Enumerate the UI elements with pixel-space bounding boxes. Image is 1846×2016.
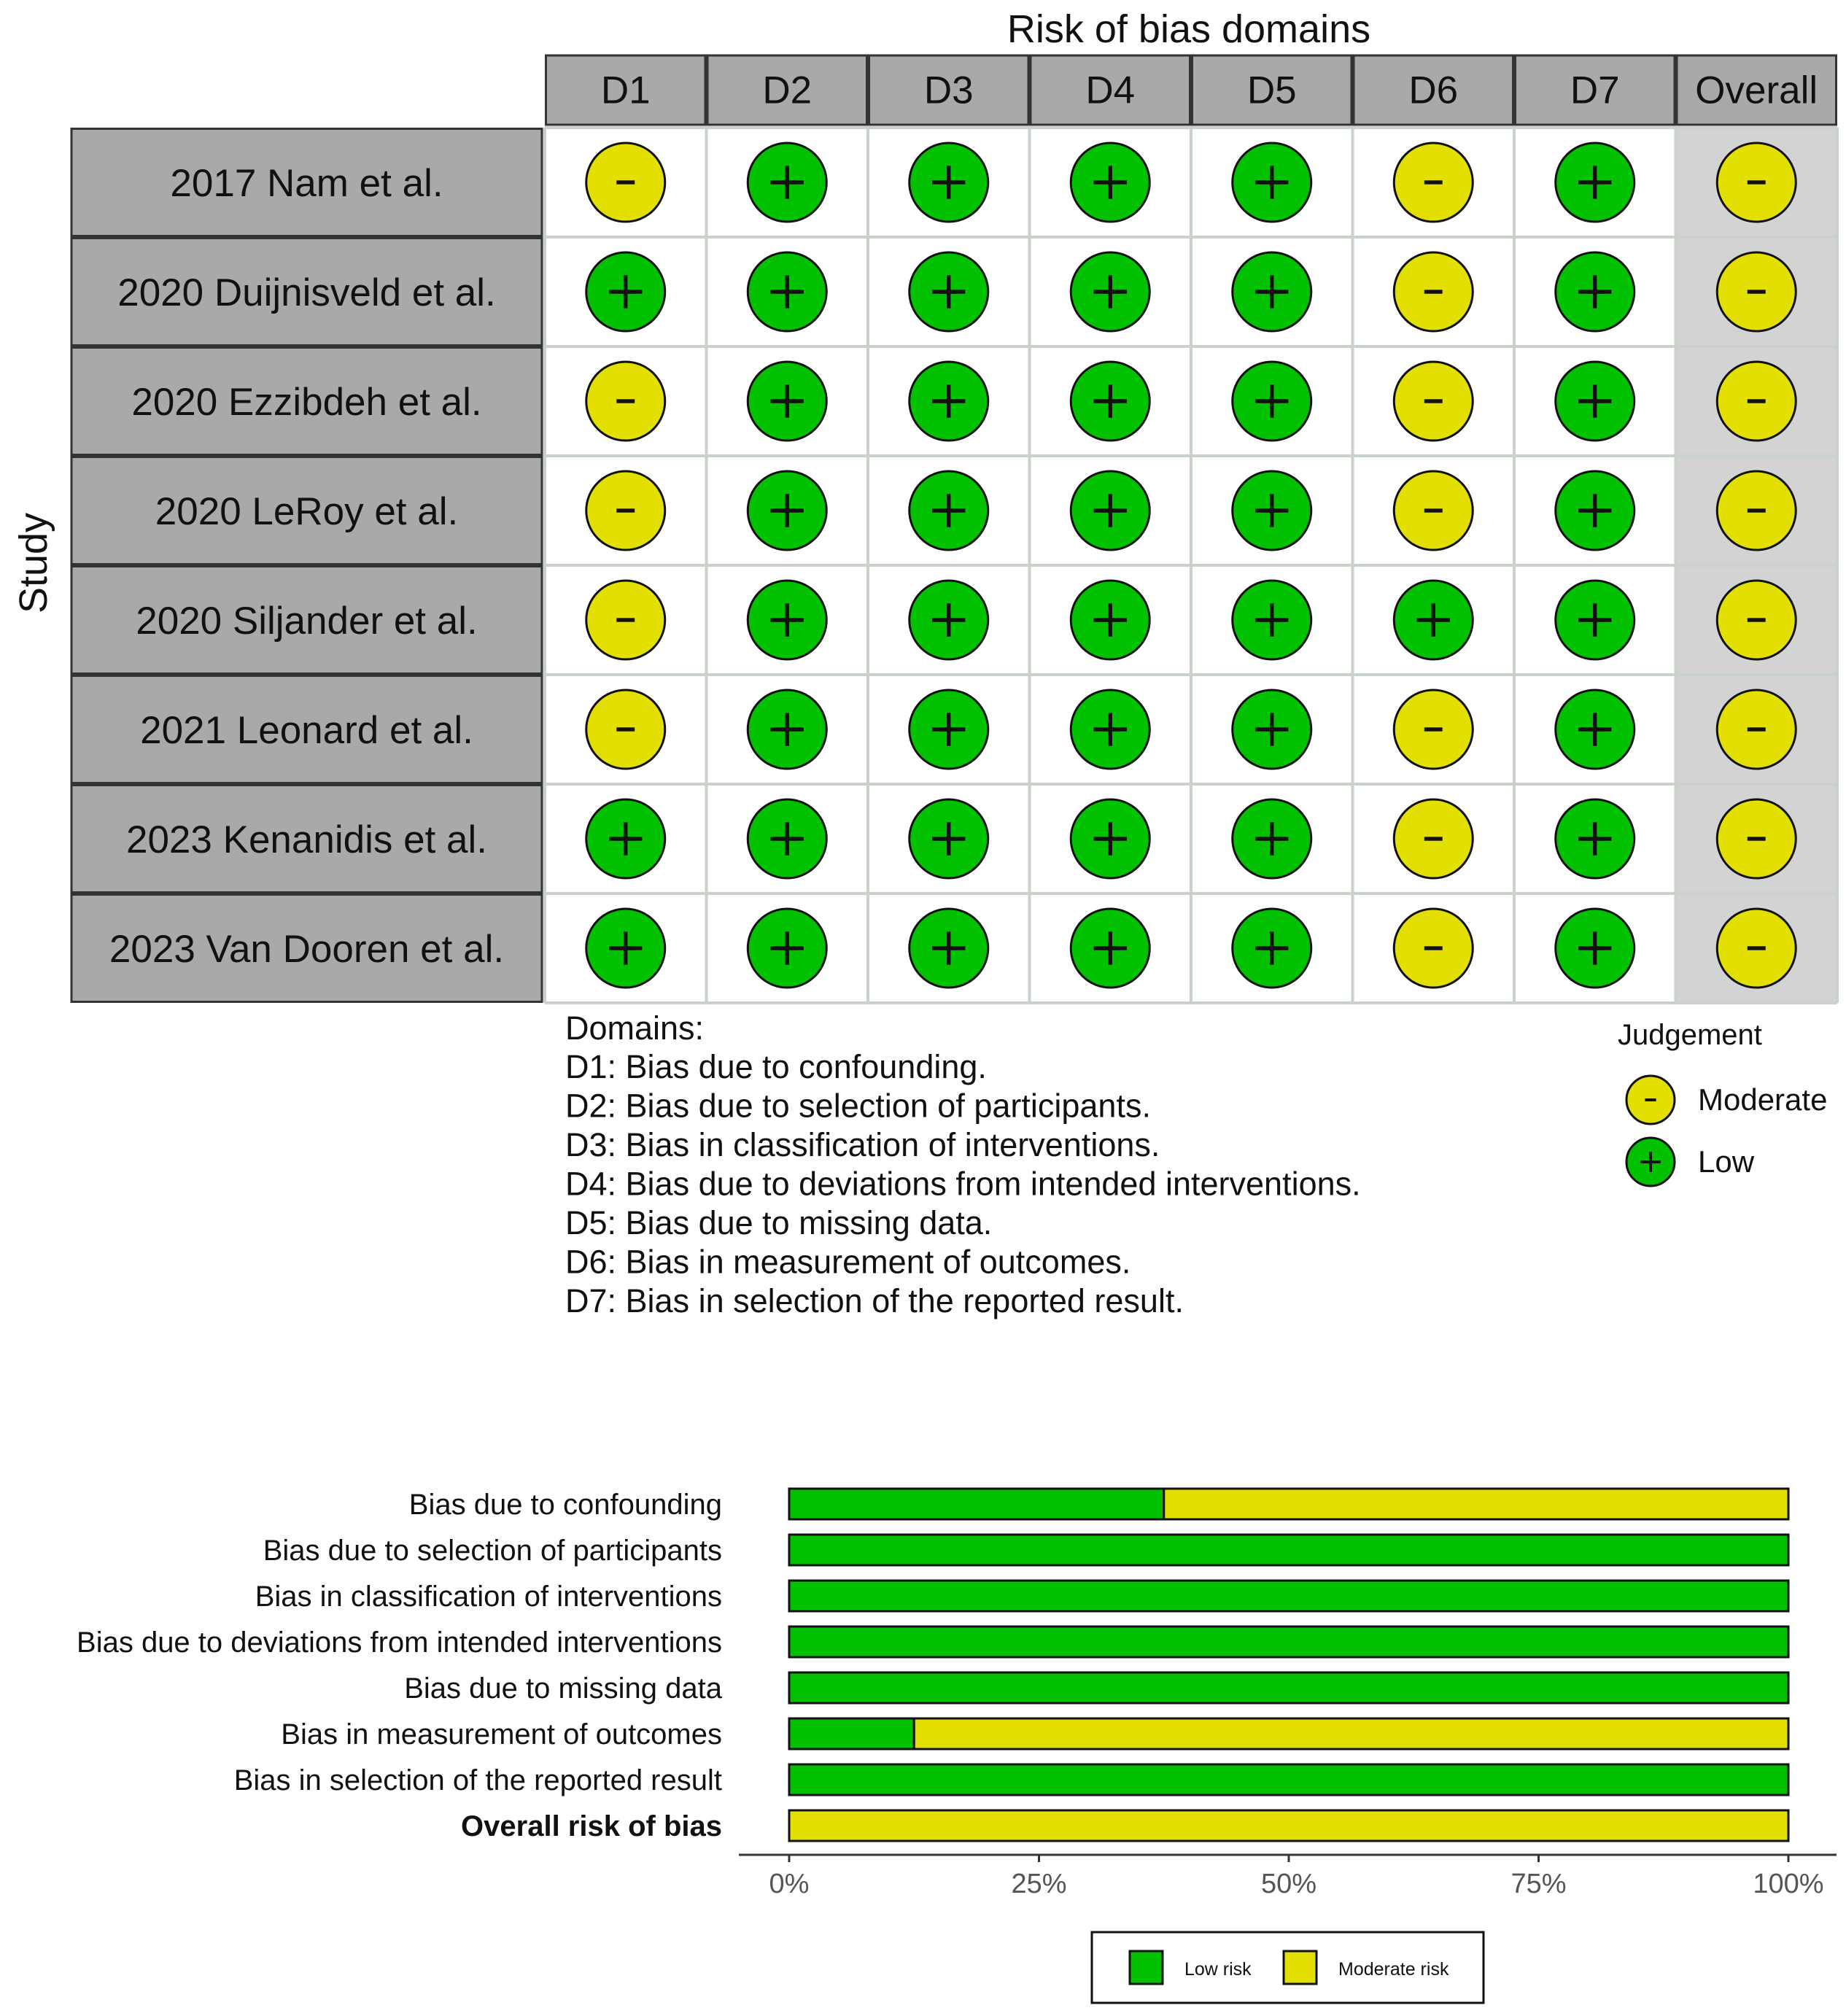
judgement-cell-d5: [1233, 690, 1311, 769]
judgement-plus-vertical: [624, 822, 627, 855]
judgement-plus-vertical: [786, 931, 789, 964]
judgement-plus-vertical: [1109, 713, 1112, 745]
study-label: 2023 Kenanidis et al.: [125, 818, 488, 861]
bar-category-label: Overall risk of bias: [461, 1810, 722, 1842]
judgement-symbol-bar: [616, 399, 635, 403]
bar-category-label: Bias in selection of the reported result: [233, 1764, 722, 1796]
domain-header-row: [546, 55, 1837, 125]
judgement-cell-d7: [1556, 581, 1634, 659]
judgement-plus-vertical: [947, 494, 950, 527]
judgement-plus-vertical: [1593, 713, 1597, 745]
judgement-cell-d4: [1071, 362, 1149, 441]
judgement-cell-d6: [1394, 252, 1473, 331]
judgement-plus-vertical: [947, 931, 950, 964]
judgement-cell-d3: [910, 690, 988, 769]
study-label: 2020 Duijnisveld et al.: [117, 271, 496, 314]
judgement-plus-vertical: [1593, 275, 1597, 308]
study-label: 2023 Van Dooren et al.: [109, 928, 505, 971]
bar-category-label: Bias due to missing data: [404, 1672, 722, 1705]
judgement-cell-d2: [748, 143, 826, 222]
bar-category-label: Bias due to selection of participants: [263, 1535, 722, 1567]
x-tick-label: 100%: [1753, 1869, 1824, 1899]
judgement-cell-d1: [586, 143, 665, 222]
judgement-cell-d4: [1071, 252, 1149, 331]
summary-bar-chart: [77, 1489, 1837, 2003]
domain-description: D3: Bias in classification of interventions.: [565, 1126, 1160, 1163]
judgement-plus-vertical: [947, 275, 950, 308]
bar-overall-risk-of-bias: [789, 1810, 1788, 1841]
judgement-cell-d5: [1233, 799, 1311, 878]
judgement-cell-d2: [748, 362, 826, 441]
judgement-cell-d7: [1556, 799, 1634, 878]
judgement-cell-d2: [748, 909, 826, 988]
bar-segment-low-risk: [789, 1627, 1788, 1657]
study-label: 2021 Leonard et al.: [140, 709, 473, 752]
judgement-cell-d1: [586, 581, 665, 659]
judgement-symbol-bar: [1424, 837, 1443, 840]
judgement-plus-vertical: [1593, 384, 1597, 417]
domain-description: D5: Bias due to missing data.: [565, 1204, 993, 1241]
judgement-plus-vertical: [786, 166, 789, 198]
bar-segment-low-risk: [789, 1581, 1788, 1611]
header-label-d7: D7: [1570, 69, 1620, 112]
bar-segment-moderate-risk: [1164, 1489, 1788, 1519]
domain-description: D2: Bias due to selection of participants.: [565, 1087, 1151, 1125]
judgement-cell-d4: [1071, 690, 1149, 769]
judgement-cell-d7: [1556, 690, 1634, 769]
header-label-overall: Overall: [1695, 69, 1818, 112]
legend-label: Low: [1698, 1144, 1755, 1179]
judgement-plus-vertical: [1270, 384, 1273, 417]
bar-category-label: Bias due to confounding: [408, 1489, 722, 1521]
judgement-plus-vertical: [1109, 384, 1112, 417]
judgement-symbol-bar: [1748, 618, 1766, 621]
judgement-cell-d4: [1071, 143, 1149, 222]
judgement-plus-vertical: [947, 822, 950, 855]
traffic-light-plot: [12, 7, 1837, 1003]
domains-heading: Domains:: [565, 1009, 705, 1047]
judgement-cell-d7: [1556, 471, 1634, 550]
judgement-symbol-bar: [1748, 837, 1766, 840]
judgement-cell-overall: [1717, 471, 1796, 550]
x-tick-label: 75%: [1510, 1869, 1567, 1899]
judgement-cell-d6: [1394, 581, 1473, 659]
study-label: 2017 Nam et al.: [170, 162, 443, 205]
judgement-cell-d1: [586, 362, 665, 441]
judgement-cell-d4: [1071, 581, 1149, 659]
judgement-cell-d3: [910, 471, 988, 550]
judgement-cell-d5: [1233, 362, 1311, 441]
bar-legend-swatch: [1284, 1951, 1316, 1984]
judgement-cell-d7: [1556, 362, 1634, 441]
judgement-plus-vertical: [1593, 931, 1597, 964]
judgement-plus-vertical: [1270, 494, 1273, 527]
bar-segment-low-risk: [789, 1489, 1164, 1519]
bar-bias-due-to-deviations-from-intended-interventions: [789, 1627, 1788, 1657]
judgement-cell-d2: [748, 471, 826, 550]
judgement-cell-d3: [910, 909, 988, 988]
bar-legend-label: Moderate risk: [1338, 1959, 1449, 1980]
judgement-legend-title: Judgement: [1618, 1019, 1762, 1051]
judgement-cell-d3: [910, 799, 988, 878]
legend-item-low: [1626, 1138, 1755, 1186]
header-label-d3: D3: [923, 69, 974, 112]
judgement-symbol-bar: [1424, 180, 1443, 184]
judgement-cell-d2: [748, 690, 826, 769]
bar-bias-due-to-confounding: [789, 1489, 1788, 1519]
judgement-cell-d6: [1394, 799, 1473, 878]
judgement-cell-d7: [1556, 252, 1634, 331]
judgement-cell-overall: [1717, 581, 1796, 659]
judgement-plus-vertical: [1270, 822, 1273, 855]
bar-category-label: Bias in measurement of outcomes: [281, 1718, 722, 1751]
judgement-plus-vertical: [947, 384, 950, 417]
judgement-cell-d4: [1071, 799, 1149, 878]
legend-plus-vertical: [1649, 1152, 1652, 1172]
judgement-cell-d3: [910, 252, 988, 331]
bar-segment-low-risk: [789, 1672, 1788, 1703]
bar-legend-label: Low risk: [1184, 1959, 1252, 1980]
judgement-cell-d3: [910, 143, 988, 222]
bar-bias-in-classification-of-interventions: [789, 1581, 1788, 1611]
judgement-symbol-bar: [1748, 946, 1766, 950]
header-label-d4: D4: [1085, 69, 1136, 112]
judgement-symbol-bar: [1424, 508, 1443, 512]
judgement-cell-d5: [1233, 471, 1311, 550]
x-tick-label: 0%: [769, 1869, 810, 1899]
header-label-d2: D2: [762, 69, 813, 112]
judgement-symbol-bar: [616, 508, 635, 512]
header-label-d5: D5: [1246, 69, 1297, 112]
study-label-column: [71, 129, 542, 1002]
bar-series: [789, 1489, 1788, 1841]
x-tick-label: 50%: [1260, 1869, 1317, 1899]
judgement-plus-vertical: [1109, 822, 1112, 855]
x-tick-label: 25%: [1011, 1869, 1067, 1899]
judgement-cell-d5: [1233, 581, 1311, 659]
judgement-plus-vertical: [1593, 603, 1597, 636]
judgement-symbol-bar: [1748, 399, 1766, 403]
judgement-symbol-bar: [616, 618, 635, 621]
judgement-cell-d1: [586, 909, 665, 988]
judgement-cell-d1: [586, 471, 665, 550]
judgement-cell-d6: [1394, 471, 1473, 550]
judgement-plus-vertical: [786, 384, 789, 417]
judgement-cell-d2: [748, 799, 826, 878]
bar-bias-due-to-selection-of-participants: [789, 1535, 1788, 1565]
legend-label: Moderate: [1698, 1082, 1828, 1117]
judgement-plus-vertical: [1432, 603, 1435, 636]
judgement-cell-d3: [910, 581, 988, 659]
judgement-plus-vertical: [624, 931, 627, 964]
judgement-symbol-bar: [1424, 399, 1443, 403]
legend-symbol-bar: [1645, 1098, 1656, 1101]
judgement-plus-vertical: [1109, 931, 1112, 964]
judgement-cell-overall: [1717, 252, 1796, 331]
judgement-plus-vertical: [624, 275, 627, 308]
header-label-d1: D1: [600, 69, 651, 112]
study-label: 2020 Ezzibdeh et al.: [131, 381, 482, 424]
judgement-plus-vertical: [1593, 494, 1597, 527]
bar-segment-low-risk: [789, 1718, 914, 1749]
header-label-d6: D6: [1408, 69, 1459, 112]
legend-item-moderate: [1626, 1076, 1827, 1124]
domain-description: D6: Bias in measurement of outcomes.: [565, 1243, 1131, 1281]
bar-segment-low-risk: [789, 1764, 1788, 1795]
judgement-cell-d6: [1394, 362, 1473, 441]
judgement-cell-d1: [586, 799, 665, 878]
bar-bias-in-selection-of-the-reported-result: [789, 1764, 1788, 1795]
bar-segment-moderate-risk: [914, 1718, 1788, 1749]
judgement-plus-vertical: [1270, 603, 1273, 636]
bar-category-label: Bias in classification of interventions: [255, 1581, 722, 1613]
judgement-plus-vertical: [1593, 166, 1597, 198]
judgement-plus-vertical: [1109, 275, 1112, 308]
judgement-cell-d2: [748, 581, 826, 659]
judgement-symbol-bar: [1748, 290, 1766, 293]
bar-segment-moderate-risk: [789, 1810, 1788, 1841]
judgement-cell-d4: [1071, 471, 1149, 550]
judgement-plus-vertical: [786, 822, 789, 855]
judgement-plus-vertical: [1270, 166, 1273, 198]
judgement-cell-overall: [1717, 362, 1796, 441]
judgement-plus-vertical: [1109, 166, 1112, 198]
domain-description: D7: Bias in selection of the reported result.: [565, 1282, 1184, 1319]
judgement-plus-vertical: [1109, 494, 1112, 527]
judgement-symbol-bar: [1748, 727, 1766, 731]
traffic-light-y-label: Study: [12, 512, 55, 614]
judgement-cell-d5: [1233, 909, 1311, 988]
judgement-plus-vertical: [947, 603, 950, 636]
judgement-cell-d2: [748, 252, 826, 331]
bar-bias-in-measurement-of-outcomes: [789, 1718, 1788, 1749]
traffic-light-grid: [545, 128, 1837, 1003]
judgement-symbol-bar: [1424, 290, 1443, 293]
judgement-cell-overall: [1717, 909, 1796, 988]
traffic-light-title: Risk of bias domains: [1007, 7, 1371, 51]
judgement-plus-vertical: [947, 166, 950, 198]
bar-bias-due-to-missing-data: [789, 1672, 1788, 1703]
judgement-symbol-bar: [616, 180, 635, 184]
judgement-plus-vertical: [1270, 713, 1273, 745]
judgement-plus-vertical: [786, 275, 789, 308]
judgement-plus-vertical: [1270, 275, 1273, 308]
bar-category-label: Bias due to deviations from intended interventions: [77, 1627, 722, 1659]
domain-description: D1: Bias due to confounding.: [565, 1048, 987, 1085]
judgement-plus-vertical: [1593, 822, 1597, 855]
judgement-legend: [1618, 1019, 1827, 1186]
judgement-cell-d3: [910, 362, 988, 441]
judgement-plus-vertical: [1270, 931, 1273, 964]
judgement-cell-d5: [1233, 143, 1311, 222]
judgement-cell-d1: [586, 690, 665, 769]
judgement-plus-vertical: [786, 713, 789, 745]
judgement-cell-overall: [1717, 143, 1796, 222]
bar-segment-low-risk: [789, 1535, 1788, 1565]
judgement-cell-d6: [1394, 690, 1473, 769]
judgement-plus-vertical: [1109, 603, 1112, 636]
judgement-symbol-bar: [1424, 727, 1443, 731]
judgement-plus-vertical: [947, 713, 950, 745]
judgement-symbol-bar: [1424, 946, 1443, 950]
judgement-plus-vertical: [786, 494, 789, 527]
study-label: 2020 Siljander et al.: [136, 600, 478, 643]
bar-legend-swatch: [1130, 1951, 1163, 1984]
judgement-cell-overall: [1717, 799, 1796, 878]
judgement-cell-d5: [1233, 252, 1311, 331]
judgement-plus-vertical: [786, 603, 789, 636]
study-label: 2020 LeRoy et al.: [155, 490, 459, 533]
judgement-symbol-bar: [1748, 508, 1766, 512]
judgement-cell-d6: [1394, 909, 1473, 988]
judgement-cell-d6: [1394, 143, 1473, 222]
judgement-cell-d7: [1556, 143, 1634, 222]
judgement-symbol-bar: [1748, 180, 1766, 184]
judgement-cell-overall: [1717, 690, 1796, 769]
domain-description: D4: Bias due to deviations from intended interventions.: [565, 1165, 1361, 1203]
domains-key: [565, 1009, 1361, 1319]
judgement-cell-d7: [1556, 909, 1634, 988]
judgement-cell-d1: [586, 252, 665, 331]
bar-category-labels: [77, 1489, 723, 1842]
judgement-cell-d4: [1071, 909, 1149, 988]
x-axis-ticks: [769, 1855, 1824, 1899]
judgement-symbol-bar: [616, 727, 635, 731]
